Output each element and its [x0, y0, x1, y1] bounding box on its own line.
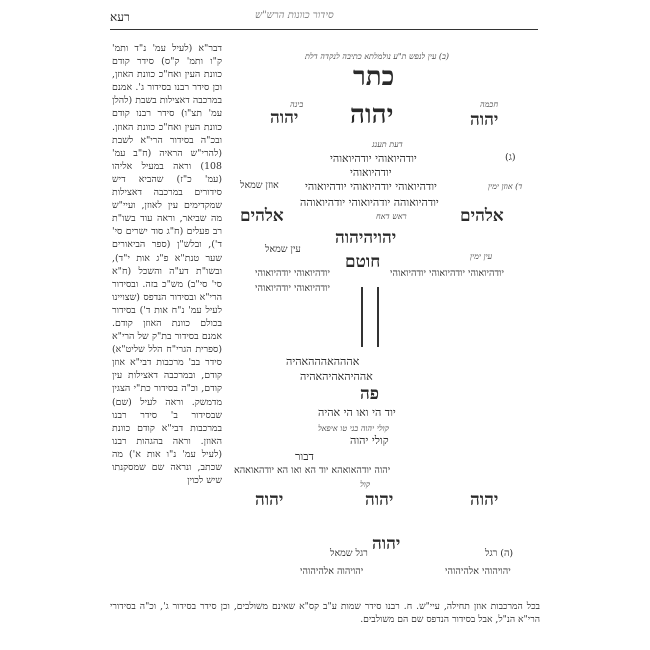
footer-note	[110, 600, 540, 626]
bottom-line: יהויהוה אלהיהוהי	[300, 566, 364, 577]
el-left: אלהים	[240, 206, 284, 226]
el-right: אלהים	[460, 206, 504, 226]
bottom-center-name: יהוה	[372, 534, 401, 554]
line-3: יודהיואוהי יודהיואוהי יודהיואוהי	[305, 180, 437, 193]
bottom-name-left: יהוה	[255, 490, 284, 510]
ah-line-2: אההיהאהיהאהיה	[300, 370, 373, 383]
sidebar-paragraph: דבר"א (לעיל עמ' נ"ד ותמ' ק"ו ותמ' ק"ס) סידר קודם כוונת העין ואח"כ כוונת האוזן, וכן סידר רבנו בסידור ג'. אמנם במרכבה דאצילות בשבת (להלן עמ' תצ"ו) סידר רבנו קודם כוונת העין ואח"כ כוונת האוזן. ובכ"ה בסידור הרי"א לשבת (להרי"ש הראיה (ח"ב עמ' 108) וראה במעיל אליהו (עמ' כ"ז) שהביא דיש סידורים במרכבה דאצילות שמקדימים עין לאוזן, ועיי"ש מה שביאר, וראה עוד בשו"ת רב פעלים (ח"ג סוד ישרים סי' ד'), ובלש"ן (ספר הביאורים שער טנת"א פ"ג אות י"ד), ובשו"ת דע"ה והשכל (ח"א סי' סי"ב) מש"כ בזה. ובסידור הרי"א ובסידור הנדפס (שצויינו לעיל עמ' נ"ח אות ד') בסידור בכולם כוונת האוזן קודם. אמנם בסידור בת"ק של הרי"א (ספרית הגרי"ח הלל שליט"א) סידר בב' מרכבות דבי"א אוזן קודם, ובמרכבה דאצילות עין קודם, וכ"ה בסידור כת"י הצגין מדמשק. וראה לעיל (שם) שבסידור ב' סידר רבנו במרכבות דבי"א קודם כוונת האוזן. וראה בהגהות רבנו (לעיל עמ' נ"ו אות א') מה שכתב, ונראה שם שמסקנתו שיש לכוין	[112, 43, 222, 487]
line-1: יודהיואוהי יודהיואוהי	[330, 152, 417, 165]
dibur-label: דבור	[295, 450, 314, 463]
eye-right-label: עין ימין	[470, 252, 493, 261]
mouth-line: יוד הי ואו הי אהיה	[318, 406, 396, 419]
diagram-trunk	[361, 287, 379, 347]
footer-text: בכל המרכבות אוזן תחילה, עיי"ש. ח. רבנו סידר שמות ע"ב קס"א שאינם משולבים, וכן סידר בסידור ג', וכ"ה בסידורי הרי"א הנ"ל, אבל בסידור הנדפס שם הם משולבים.	[110, 601, 540, 625]
central-name: יהויהיהוה	[335, 228, 397, 248]
line-2: יודהיואוהי	[350, 166, 392, 179]
bottom-note-h: (ה) רגל	[485, 548, 514, 559]
kol-label: קול	[360, 480, 371, 489]
small-note: ראש דאח	[376, 212, 407, 221]
crown-label: כתר	[353, 62, 395, 92]
voice-small: קולי יהוה בני טו איפאל	[318, 424, 389, 433]
row-line: יהוה יודהאואהא יוד הא ואו הא יודהאואהא	[234, 465, 391, 476]
running-title: סידור כוונות הרש"ש	[255, 10, 334, 21]
bottom-name-right: יהוה	[470, 490, 499, 510]
eye-left-label: עין שמאל	[265, 244, 301, 255]
binah-label: בינה	[290, 100, 304, 109]
page-number: רעא	[110, 10, 130, 24]
note-g: (ג)	[505, 152, 516, 163]
header-rule	[110, 29, 538, 30]
ear-left-label: אוזן שמאל	[240, 180, 279, 191]
line-7: יודהיואוהי יודהיואוהי	[255, 283, 330, 294]
keter-name: יהוה	[350, 100, 394, 130]
chokhmah-name: יהוה	[470, 110, 499, 130]
bottom-name-center: יהוה	[365, 490, 394, 510]
voice-line: קולי יהוה	[350, 434, 389, 447]
bottom-right-line: יהויהוהי אלהיהוהי	[445, 566, 511, 577]
ah-line-1: אהההאהההאהיה	[286, 355, 360, 368]
sidebar-commentary	[112, 42, 222, 487]
nose-label: חוטם	[345, 252, 381, 272]
daat-label: דעת תענג	[372, 140, 403, 149]
chokhmah-label: חכמה	[480, 100, 499, 109]
line-6: יודהיואוהי יודהיואוהי	[255, 268, 330, 279]
line-5: יודהיואוהי יודהיואוהי יודהיואוהי	[390, 268, 504, 279]
mouth-label: פה	[360, 384, 380, 404]
line-4: יודהיואוהה יודהיואוהי יודהיואוהה	[300, 196, 439, 209]
top-note: (ב) עין לנפש ת"ע נולמלתא כתיבה לנקדה דלת	[305, 52, 450, 61]
ear-right-label: ד) אוזן ימין	[488, 182, 523, 191]
binah-name: יהוה	[270, 108, 299, 128]
bottom-label-leg: רגל שמאל	[330, 548, 368, 559]
